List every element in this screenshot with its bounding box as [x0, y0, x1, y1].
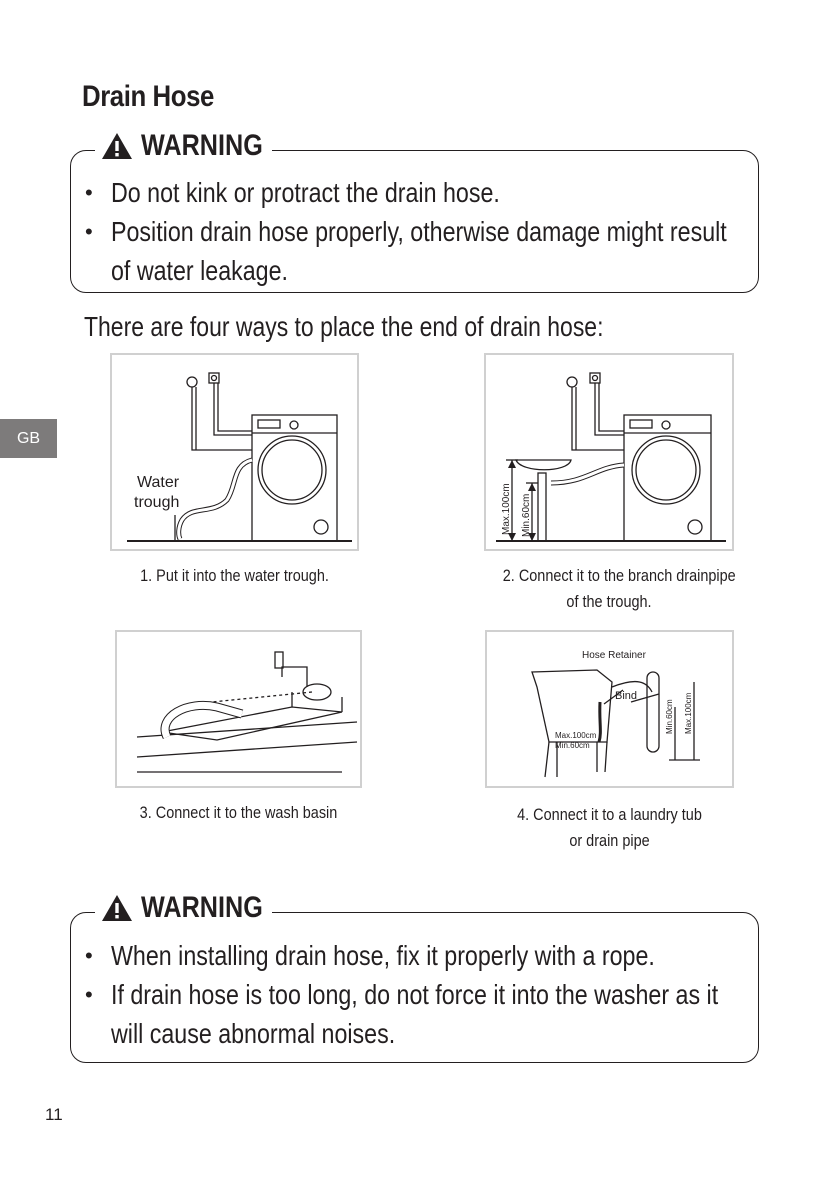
label-min-a: Min.60cm	[555, 741, 590, 750]
figure-caption: 3. Connect it to the wash basin	[139, 803, 338, 822]
figure-caption-line2: of the trough.	[566, 592, 652, 611]
label-max-height: Max.100cm	[501, 483, 512, 535]
washer-illustration	[112, 355, 357, 549]
figure-caption: 4. Connect it to a laundry tub	[517, 805, 702, 824]
intro-text: There are four ways to place the end of drain hose:	[84, 311, 604, 342]
language-tab: GB	[0, 419, 57, 458]
figure-branch-drainpipe	[484, 353, 734, 551]
warning-item: • Position drain hose properly, otherwise damage might result	[85, 216, 727, 247]
warning-item: • When installing drain hose, fix it properly with a rope.	[85, 940, 655, 971]
warning-heading	[95, 129, 272, 163]
warning-box-bottom	[70, 891, 759, 1063]
label-bind: Bind	[615, 690, 638, 702]
warning-item: • Do not kink or protract the drain hose.	[85, 177, 500, 208]
warning-item-continued: of water leakage.	[111, 255, 288, 286]
figure-laundry-tub	[485, 630, 734, 788]
warning-label: WARNING	[141, 891, 263, 924]
page-number: 11	[45, 1105, 63, 1124]
figure-wash-basin	[115, 630, 362, 788]
figure-caption: 1. Put it into the water trough.	[140, 566, 329, 585]
label-max-a: Max.100cm	[555, 731, 597, 740]
warning-triangle-icon	[101, 132, 133, 160]
figure-caption-line2: or drain pipe	[569, 831, 650, 850]
label-water: Water	[137, 474, 180, 491]
warning-item: • If drain hose is too long, do not force it into the washer as it	[85, 979, 719, 1010]
label-min-height: Min.60cm	[521, 493, 532, 537]
label-hose-retainer: Hose Retainer	[582, 650, 646, 661]
warning-box-top	[70, 129, 759, 293]
figure-water-trough	[110, 353, 359, 551]
laundry-tub-illustration	[487, 632, 732, 786]
washer-drainpipe-illustration	[486, 355, 732, 549]
label-min-b: Min.60cm	[665, 699, 674, 734]
warning-item-continued: will cause abnormal noises.	[111, 1018, 396, 1049]
warning-heading	[95, 891, 272, 925]
figure-caption: 2. Connect it to the branch drainpipe	[502, 566, 736, 585]
wash-basin-illustration	[117, 632, 360, 786]
warning-triangle-icon	[101, 894, 133, 922]
page-title: Drain Hose	[82, 80, 214, 113]
warning-label: WARNING	[141, 129, 263, 162]
label-max-b: Max.100cm	[684, 692, 693, 734]
label-trough: trough	[134, 494, 180, 511]
